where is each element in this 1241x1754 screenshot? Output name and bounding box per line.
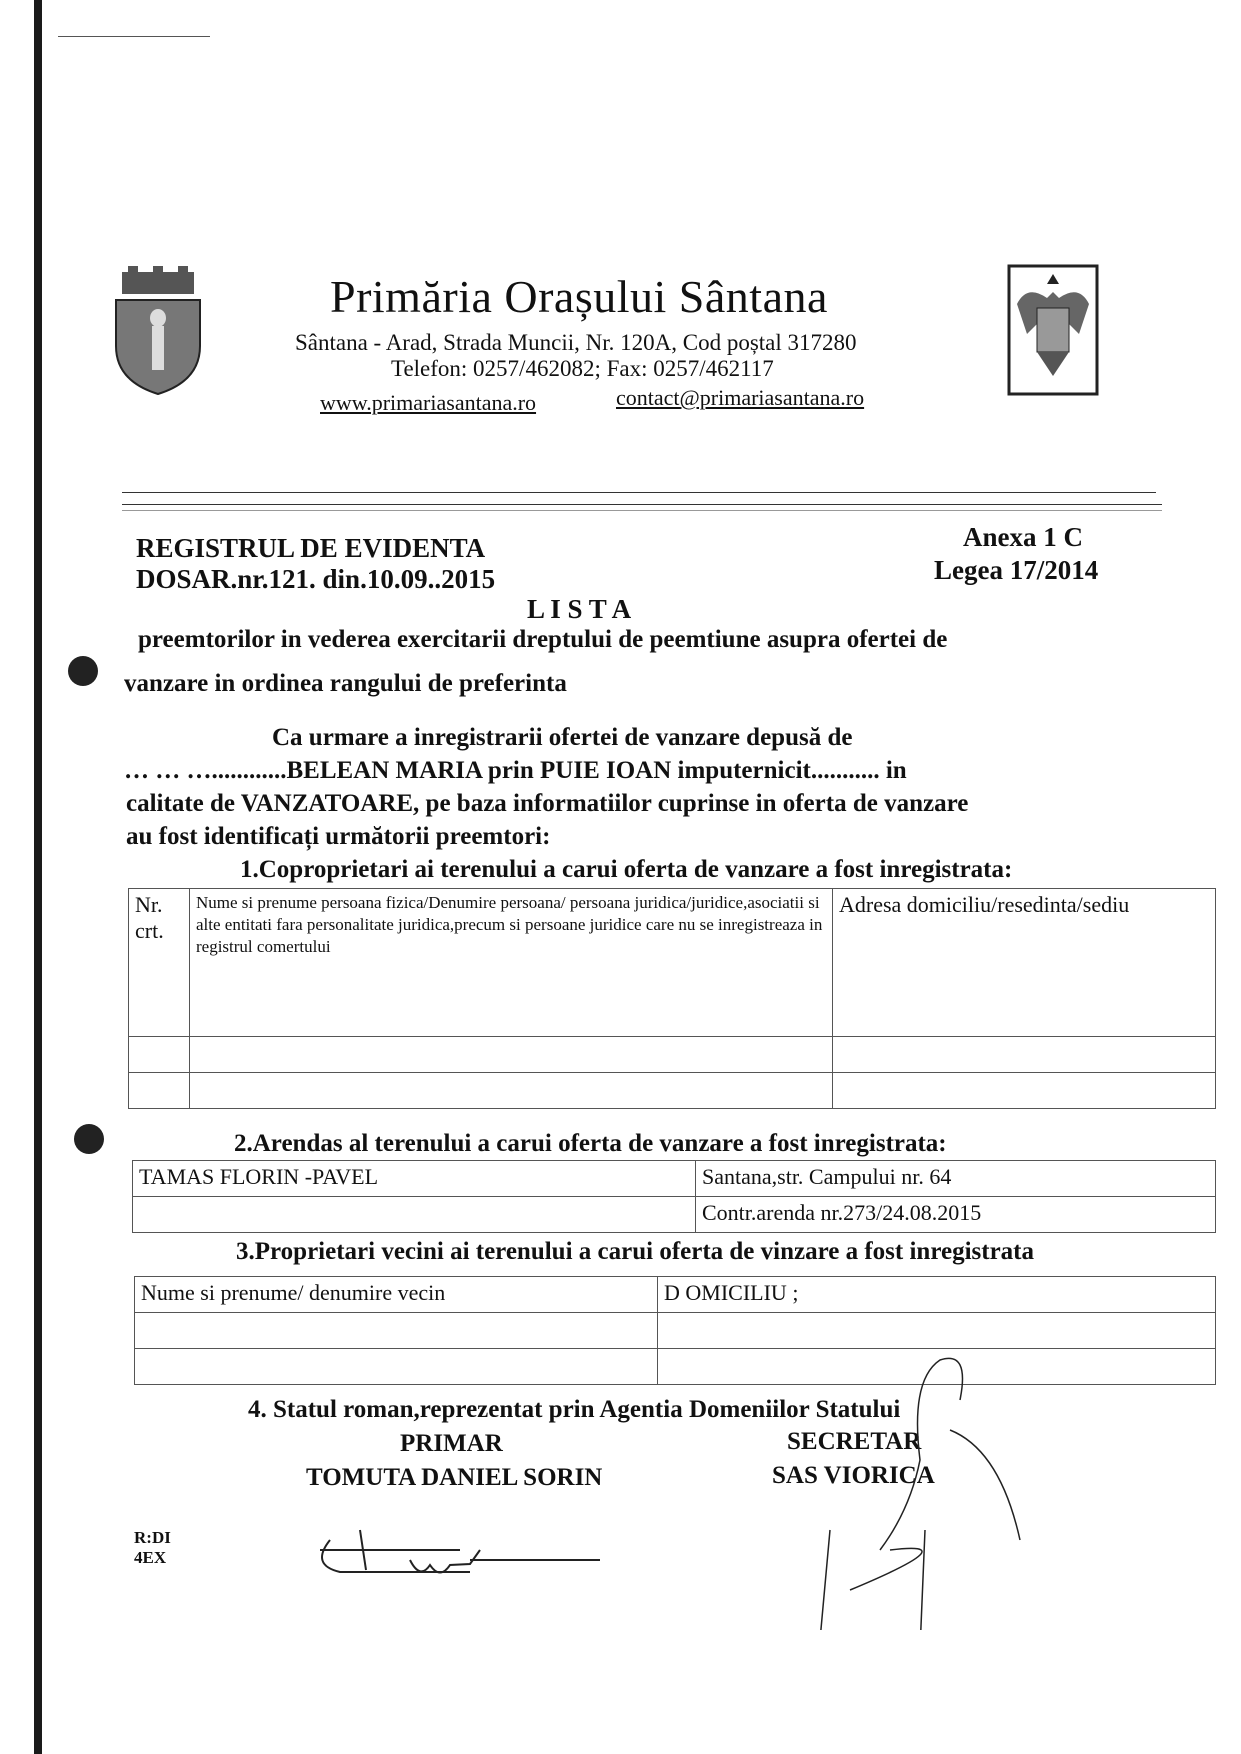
header-rule-1 — [122, 492, 1156, 493]
register-heading: REGISTRUL DE EVIDENTA — [136, 533, 486, 563]
punch-hole — [74, 1124, 104, 1154]
lista-title: L I S T A — [527, 594, 632, 624]
punch-hole — [68, 656, 98, 686]
column-header-vecin-name: Nume si prenume/ denumire vecin — [135, 1277, 658, 1313]
section3-heading: 3.Proprietari vecini ai terenului a carui oferta de vinzare a fost inregistrata — [236, 1238, 1034, 1265]
coproprietari-table — [128, 888, 1216, 1109]
header-rule-2 — [122, 504, 1162, 505]
intro-line3: calitate de VANZATOARE, pe baza informatiilor cuprinse in oferta de vanzare — [126, 790, 969, 817]
scan-edge-bar — [34, 0, 42, 1754]
intro-line2: … … …............BELEAN MARIA prin PUIE IOAN imputernicit........... in — [124, 757, 907, 784]
table-cell — [129, 1073, 190, 1109]
table-cell — [833, 1037, 1216, 1073]
arendas-contract: Contr.arenda nr.273/24.08.2015 — [696, 1197, 1216, 1233]
law-reference: Legea 17/2014 — [934, 555, 1099, 585]
table-cell — [833, 1073, 1216, 1109]
secretar-name: SAS VIORICA — [772, 1462, 935, 1489]
secretar-signature — [800, 1340, 1060, 1630]
header-rule-3 — [122, 510, 1162, 511]
santana-coat-of-arms-icon — [108, 266, 208, 396]
dosar-number: DOSAR.nr.121. din.10.09..2015 — [136, 564, 496, 594]
top-divider — [58, 36, 210, 37]
intro-line4: au fost identificați următorii preemtori: — [126, 823, 551, 850]
table-cell — [135, 1349, 658, 1385]
section4-text: 4. Statul roman,reprezentat prin Agentia Domeniilor Statului — [248, 1396, 901, 1423]
address-line: Sântana - Arad, Strada Muncii, Nr. 120A, Cod poștal 317280 — [295, 330, 857, 355]
table-cell — [190, 1037, 833, 1073]
arendas-table — [132, 1160, 1216, 1233]
primar-name: TOMUTA DANIEL SORIN — [306, 1464, 603, 1491]
footer-rd: R:DI — [134, 1528, 171, 1547]
column-header-name: Nume si prenume persoana fizica/Denumire persoana/ persoana juridica/juridice,asociatii si alte entitati fara personalitate juridica,precum si persoane juridice care nu se inregistreaza in registrul comertului — [190, 889, 833, 1037]
primar-title: PRIMAR — [400, 1430, 503, 1457]
secretar-title: SECRETAR — [787, 1428, 922, 1455]
website-link[interactable]: www.primariasantana.ro — [320, 390, 537, 415]
table-cell — [135, 1313, 658, 1349]
arendas-address: Santana,str. Campului nr. 64 — [696, 1161, 1216, 1197]
column-header-address: Adresa domiciliu/resedinta/sediu — [833, 889, 1216, 1037]
table-cell — [133, 1197, 696, 1233]
anexa-label: Anexa 1 C — [963, 522, 1083, 552]
arendas-name: TAMAS FLORIN -PAVEL — [133, 1161, 696, 1197]
email-link[interactable]: contact@primariasantana.ro — [616, 385, 865, 410]
table-cell — [129, 1037, 190, 1073]
lista-description-line1: preemtorilor in vederea exercitarii dreptului de peemtiune asupra ofertei de — [138, 626, 948, 653]
column-header-nr-crt: Nr. crt. — [129, 889, 190, 1037]
table-cell — [190, 1073, 833, 1109]
romania-coat-of-arms-icon — [1007, 264, 1099, 396]
footer-ex: 4EX — [134, 1548, 167, 1567]
intro-line1: Ca urmare a inregistrarii ofertei de vanzare depusă de — [272, 724, 853, 751]
institution-title: Primăria Orașului Sântana — [330, 271, 828, 322]
section1-heading: 1.Coproprietari ai terenului a carui oferta de vanzare a fost inregistrata: — [240, 856, 1013, 883]
phone-fax-line: Telefon: 0257/462082; Fax: 0257/462117 — [391, 356, 774, 381]
section2-heading: 2.Arendas al terenului a carui oferta de vanzare a fost inregistrata: — [234, 1130, 947, 1157]
column-header-domiciliu: D OMICILIU ; — [658, 1277, 1216, 1313]
lista-description-line2: vanzare in ordinea rangului de preferinta — [124, 670, 567, 697]
primar-signature — [300, 1510, 640, 1590]
